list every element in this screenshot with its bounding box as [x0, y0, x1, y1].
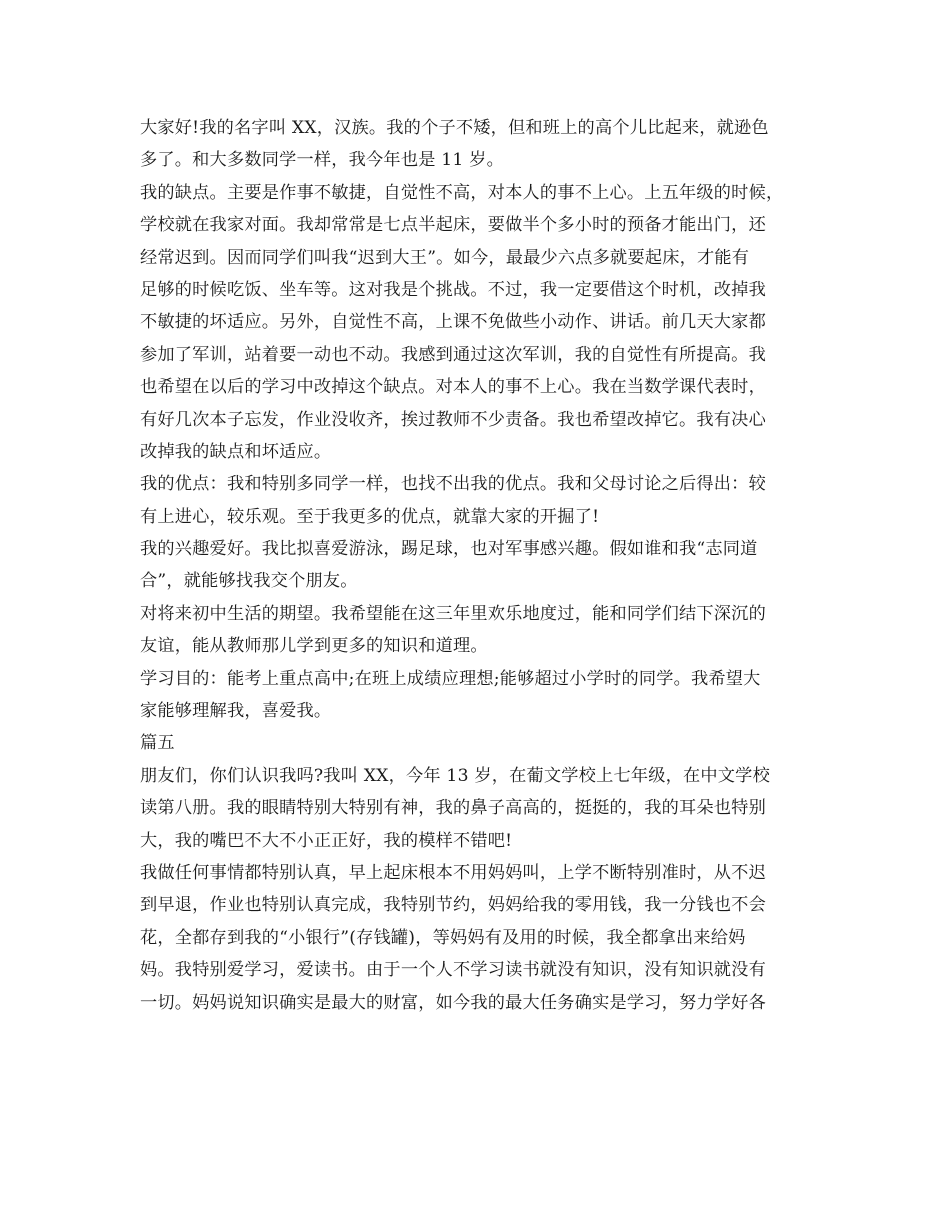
- text-line: 家能够理解我，喜爱我。: [140, 701, 332, 722]
- text-line: 妈。我特别爱学习，爱读书。由于一个人不学习读书就没有知识，没有知识就没有: [140, 960, 766, 981]
- text-line: 合”，就能够找我交个朋友。: [140, 571, 358, 592]
- text-line: 大，我的嘴巴不大不小正正好，我的模样不错吧!: [140, 830, 513, 851]
- text-line: 一切。妈妈说知识确实是最大的财富，如今我的最大任务确实是学习，努力学好各: [140, 992, 766, 1013]
- section-heading: 篇五: [140, 733, 175, 754]
- text-line: 不敏捷的坏适应。另外，自觉性不高，上课不免做些小动作、讲话。前几天大家都: [140, 312, 766, 333]
- text-line: 对将来初中生活的期望。我希望能在这三年里欢乐地度过，能和同学们结下深沉的: [140, 603, 766, 624]
- text-line: 我的兴趣爱好。我比拟喜爱游泳，踢足球，也对军事感兴趣。假如谁和我“志同道: [140, 539, 758, 560]
- text-line: 我的缺点。主要是作事不敏捷，自觉性不高，对本人的事不上心。上五年级的时候，: [140, 182, 784, 203]
- text-line: 读第八册。我的眼睛特别大特别有神，我的鼻子高高的，挺挺的，我的耳朵也特别: [140, 798, 766, 819]
- text-line: 朋友们，你们认识我吗?我叫 XX，今年 13 岁，在葡文学校上七年级，在中文学校: [140, 765, 770, 786]
- text-line: 有上进心，较乐观。至于我更多的优点，就靠大家的开掘了!: [140, 506, 600, 527]
- text-line: 我做任何事情都特别认真，早上起床根本不用妈妈叫，上学不断特别准时，从不迟: [140, 862, 766, 883]
- text-line: 到早退，作业也特别认真完成，我特别节约，妈妈给我的零用钱，我一分钱也不会: [140, 895, 766, 916]
- text-line: 花，全都存到我的“小银行”(存钱罐)，等妈妈有及用的时候，我全都拿出来给妈: [140, 927, 746, 948]
- text-line: 多了。和大多数同学一样，我今年也是 11 岁。: [140, 150, 504, 171]
- document-page: [140, 112, 820, 1019]
- text-line: 有好几次本子忘发，作业没收齐，挨过教师不少责备。我也希望改掉它。我有决心: [140, 409, 766, 430]
- text-line: 足够的时候吃饭、坐车等。这对我是个挑战。不过，我一定要借这个时机，改掉我: [140, 279, 766, 300]
- text-line: 也希望在以后的学习中改掉这个缺点。对本人的事不上心。我在当数学课代表时，: [140, 377, 766, 398]
- text-line: 我的优点：我和特别多同学一样，也找不出我的优点。我和父母讨论之后得出：较: [140, 474, 766, 495]
- text-line: 参加了军训，站着要一动也不动。我感到通过这次军训，我的自觉性有所提高。我: [140, 344, 766, 365]
- text-line: 经常迟到。因而同学们叫我“迟到大王”。如今，最最少六点多就要起床，才能有: [140, 247, 750, 268]
- text-line: 友谊，能从教师那儿学到更多的知识和道理。: [140, 636, 488, 657]
- text-line: 学习目的：能考上重点高中;在班上成绩应理想;能够超过小学时的同学。我希望大: [140, 668, 761, 689]
- text-line: 改掉我的缺点和坏适应。: [140, 441, 332, 462]
- text-line: 大家好!我的名字叫 XX，汉族。我的个子不矮，但和班上的高个儿比起来，就逊色: [140, 118, 769, 138]
- text-line: 学校就在我家对面。我却常常是七点半起床，要做半个多小时的预备才能出门，还: [140, 215, 766, 236]
